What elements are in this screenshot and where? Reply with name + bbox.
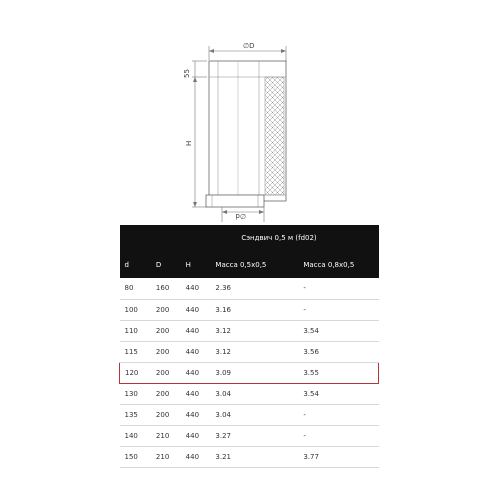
cell-mass-05: 3.16: [210, 299, 298, 320]
cell-mass-08: -: [298, 278, 378, 299]
cell-H: 440: [181, 299, 211, 320]
cell-d: 110: [120, 320, 151, 341]
cell-D: 200: [151, 404, 181, 425]
cell-mass-05: 3.12: [210, 341, 298, 362]
cell-mass-08: -: [298, 299, 378, 320]
cell-d: 120: [120, 362, 151, 383]
cell-mass-08: 3.55: [298, 362, 378, 383]
cell-d: 140: [120, 425, 151, 446]
cell-mass-05: 3.04: [210, 404, 298, 425]
cell-mass-08: 3.54: [298, 383, 378, 404]
cell-d: 80: [120, 278, 151, 299]
cell-H: 440: [181, 278, 211, 299]
socket-height-label: 55: [183, 69, 191, 78]
cell-D: 210: [151, 446, 181, 467]
cell-d: 115: [120, 341, 151, 362]
pipe-sandwich-drawing: [0, 0, 500, 225]
cell-D: 200: [151, 341, 181, 362]
cell-H: 440: [181, 446, 211, 467]
cell-mass-08: 3.77: [298, 446, 378, 467]
table-row: [120, 341, 379, 362]
cell-H: 440: [181, 320, 211, 341]
table-row: [120, 383, 379, 404]
height-dimension: [185, 77, 207, 207]
column-header-mass-05: Масса 0,5x0,5: [215, 260, 267, 269]
cell-mass-05: 3.21: [210, 446, 298, 467]
cell-D: 200: [151, 362, 181, 383]
table-row-highlighted: [120, 362, 379, 383]
column-header-H: H: [185, 260, 191, 269]
diameter-outer-label: ∅D: [243, 42, 255, 50]
cell-mass-05: 2.36: [210, 278, 298, 299]
cell-d: 130: [120, 383, 151, 404]
diameter-outer-dimension: [209, 42, 286, 62]
cell-H: 440: [181, 341, 211, 362]
cell-D: 200: [151, 299, 181, 320]
table-header-row: [120, 251, 379, 278]
cell-D: 160: [151, 278, 181, 299]
spec-table: [119, 225, 379, 468]
column-header-mass-08: Масса 0,8x0,5: [303, 260, 355, 269]
cell-D: 200: [151, 383, 181, 404]
cell-mass-05: 3.27: [210, 425, 298, 446]
cell-H: 440: [181, 383, 211, 404]
cell-mass-05: 3.12: [210, 320, 298, 341]
table-row: [120, 299, 379, 320]
column-header-d: d: [124, 260, 129, 269]
cell-D: 210: [151, 425, 181, 446]
diameter-inner-label: ∅d: [235, 212, 246, 220]
cell-d: 100: [120, 299, 151, 320]
cell-mass-05: 3.09: [210, 362, 298, 383]
cell-H: 440: [181, 404, 211, 425]
table-row: [120, 404, 379, 425]
cell-mass-05: 3.04: [210, 383, 298, 404]
cell-d: 150: [120, 446, 151, 467]
table-row: [120, 425, 379, 446]
table-title: Сэндвич 0,5 м (fd02): [241, 234, 317, 242]
cell-d: 135: [120, 404, 151, 425]
table-title-row: [120, 225, 379, 251]
column-header-D: D: [155, 260, 162, 269]
table-row: [120, 446, 379, 467]
cell-H: 440: [181, 425, 211, 446]
table-row: [120, 278, 379, 299]
diameter-inner-dimension: [222, 207, 264, 222]
socket-height-dimension: [183, 61, 207, 78]
cell-mass-08: -: [298, 425, 378, 446]
pipe-section-view: [206, 61, 286, 207]
cell-H: 440: [181, 362, 211, 383]
cell-mass-08: -: [298, 404, 378, 425]
cell-mass-08: 3.56: [298, 341, 378, 362]
cell-mass-08: 3.54: [298, 320, 378, 341]
table-row: [120, 320, 379, 341]
cell-D: 200: [151, 320, 181, 341]
height-label: H: [185, 140, 193, 146]
